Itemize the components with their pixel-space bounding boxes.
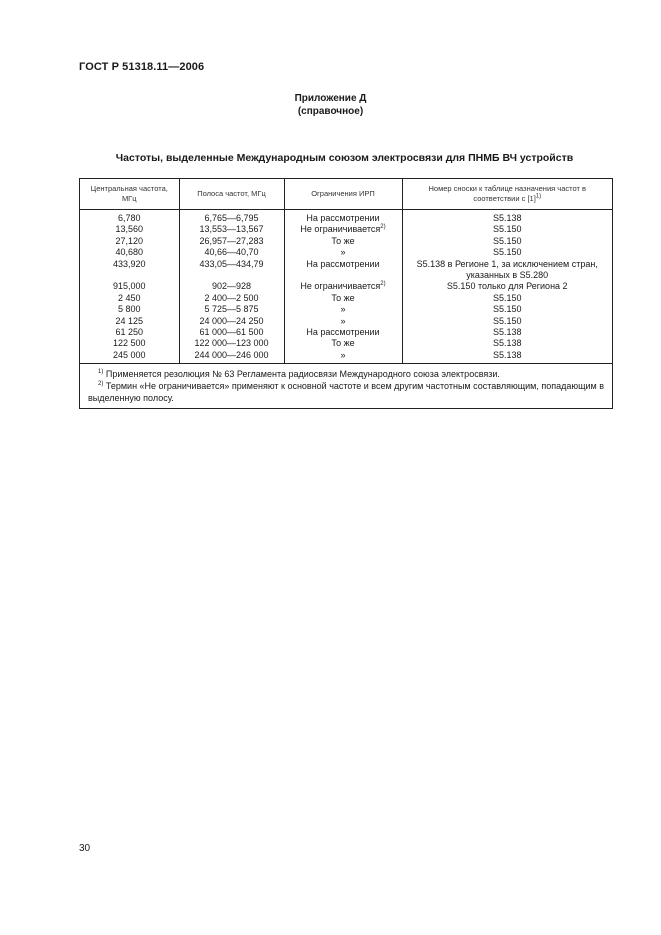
restriction-sup: 2) xyxy=(380,281,386,288)
cell-footnote-number xyxy=(402,316,612,327)
cell-frequency-band xyxy=(179,350,284,363)
table-row xyxy=(80,236,612,247)
cell-footnote-number-text: S5.150 xyxy=(492,247,522,258)
appendix-type: (справочное) xyxy=(297,106,364,117)
cell-footnote-number xyxy=(402,259,612,282)
cell-center-frequency-text: 915,000 xyxy=(112,281,146,292)
cell-restriction xyxy=(284,247,402,258)
cell-restriction-text: » xyxy=(340,315,346,326)
frequency-table xyxy=(79,178,613,409)
table-row xyxy=(80,327,612,338)
table-title: Частоты, выделенные Международным союзом электросвязи для ПНМБ ВЧ устройств xyxy=(115,152,574,164)
cell-frequency-band-text: 2 400—2 500 xyxy=(204,292,259,303)
cell-center-frequency xyxy=(80,350,179,363)
cell-center-frequency xyxy=(80,247,179,258)
col-header-footnote-number xyxy=(402,179,612,210)
cell-footnote-number xyxy=(402,350,612,363)
cell-restriction-text: То же xyxy=(331,235,355,246)
table-row xyxy=(80,316,612,327)
cell-frequency-band-text: 13,553—13,567 xyxy=(199,224,264,235)
cell-center-frequency-text: 13,560 xyxy=(115,224,144,235)
cell-frequency-band xyxy=(179,236,284,247)
cell-frequency-band-text: 61 000—61 500 xyxy=(199,327,264,338)
cell-frequency-band xyxy=(179,304,284,315)
note-text: Применяется резолюция № 63 Регламента радиосвязи Международного союза электросвязи. xyxy=(103,369,500,380)
cell-restriction xyxy=(284,259,402,282)
table-row xyxy=(80,210,612,225)
cell-center-frequency xyxy=(80,327,179,338)
cell-frequency-band xyxy=(179,259,284,282)
col-header-footnote-text: Номер сноски к таблице назначения частот в соответствии с [1] xyxy=(428,184,586,203)
cell-restriction xyxy=(284,293,402,304)
cell-restriction-text: На рассмотрении xyxy=(306,258,380,269)
note-1 xyxy=(88,368,604,380)
cell-footnote-number xyxy=(402,224,612,235)
cell-frequency-band-text: 244 000—246 000 xyxy=(194,349,269,360)
cell-restriction xyxy=(284,281,402,292)
cell-footnote-number-text: S5.138 xyxy=(492,327,522,338)
cell-center-frequency xyxy=(80,304,179,315)
cell-restriction xyxy=(284,236,402,247)
cell-center-frequency-text: 122 500 xyxy=(112,338,146,349)
cell-footnote-number-text: S5.138 xyxy=(492,349,522,360)
cell-frequency-band-text: 6,765—6,795 xyxy=(204,213,259,223)
cell-frequency-band xyxy=(179,224,284,235)
cell-center-frequency-text: 5 800 xyxy=(117,304,141,315)
cell-footnote-number xyxy=(402,281,612,292)
table-row xyxy=(80,259,612,282)
table-notes xyxy=(80,363,612,408)
cell-center-frequency-text: 245 000 xyxy=(112,349,146,360)
cell-restriction xyxy=(284,210,402,225)
cell-center-frequency-text: 24 125 xyxy=(115,315,144,326)
note-2 xyxy=(88,380,604,404)
table-row xyxy=(80,281,612,292)
page-number: 30 xyxy=(79,843,91,854)
col-header-restrictions: Ограничения ИРП xyxy=(284,179,402,210)
table-row xyxy=(80,293,612,304)
cell-restriction xyxy=(284,338,402,349)
cell-frequency-band xyxy=(179,338,284,349)
cell-footnote-number-text: S5.150 xyxy=(492,292,522,303)
cell-restriction-text: » xyxy=(340,304,346,315)
cell-frequency-band xyxy=(179,247,284,258)
cell-frequency-band-text: 40,66—40,70 xyxy=(204,247,259,258)
note-mark: 1) xyxy=(98,369,104,376)
cell-restriction xyxy=(284,327,402,338)
cell-restriction xyxy=(284,316,402,327)
cell-frequency-band-text: 26,957—27,283 xyxy=(199,235,264,246)
cell-footnote-number-text: S5.150 xyxy=(492,315,522,326)
appendix-label: Приложение Д xyxy=(294,93,367,104)
cell-center-frequency-text: 433,920 xyxy=(112,258,146,269)
cell-footnote-number-text: S5.138 в Регионе 1, за исключением стран, указанных в S5.280 xyxy=(416,258,598,281)
appendix-heading xyxy=(0,92,661,118)
cell-restriction xyxy=(284,350,402,363)
cell-footnote-number-text: S5.138 xyxy=(492,338,522,349)
cell-frequency-band-text: 5 725—5 875 xyxy=(204,304,259,315)
col-header-center-frequency: Центральная частота, МГц xyxy=(80,179,179,210)
cell-frequency-band xyxy=(179,327,284,338)
cell-restriction-text: То же xyxy=(331,338,355,349)
note-text: Термин «Не ограничивается» применяют к основной частоте и всем другим частотным составляющим, попадающим в выделенную полосу. xyxy=(88,381,604,404)
cell-frequency-band-text: 433,05—434,79 xyxy=(199,258,264,269)
cell-footnote-number xyxy=(402,327,612,338)
cell-frequency-band-text: 122 000—123 000 xyxy=(194,338,269,349)
cell-center-frequency-text: 2 450 xyxy=(117,292,141,303)
cell-footnote-number xyxy=(402,247,612,258)
cell-footnote-number-text: S5.150 xyxy=(492,304,522,315)
table-header-row xyxy=(80,179,612,210)
table-row xyxy=(80,338,612,349)
note-mark: 2) xyxy=(98,381,104,388)
cell-restriction-text: » xyxy=(340,247,346,258)
restriction-sup: 2) xyxy=(380,224,386,231)
cell-restriction-text: На рассмотрении xyxy=(306,327,380,338)
cell-footnote-number-text: S5.150 только для Региона 2 xyxy=(446,281,568,292)
cell-footnote-number-text: S5.138 xyxy=(492,213,522,223)
table-row xyxy=(80,304,612,315)
table-body xyxy=(80,210,612,364)
cell-frequency-band-text: 902—928 xyxy=(211,281,252,292)
cell-footnote-number xyxy=(402,304,612,315)
cell-center-frequency xyxy=(80,259,179,282)
cell-footnote-number xyxy=(402,338,612,349)
cell-center-frequency-text: 27,120 xyxy=(115,235,144,246)
table-row xyxy=(80,350,612,363)
cell-footnote-number xyxy=(402,236,612,247)
table-row xyxy=(80,247,612,258)
cell-footnote-number-text: S5.150 xyxy=(492,235,522,246)
cell-center-frequency xyxy=(80,236,179,247)
cell-restriction xyxy=(284,304,402,315)
cell-restriction-text: Не ограничивается xyxy=(300,281,381,292)
cell-center-frequency xyxy=(80,224,179,235)
cell-restriction-text: То же xyxy=(331,292,355,303)
cell-center-frequency-text: 40,680 xyxy=(115,247,144,258)
cell-footnote-number xyxy=(402,293,612,304)
document-code: ГОСТ Р 51318.11—2006 xyxy=(79,61,205,73)
col-header-frequency-band: Полоса частот, МГц xyxy=(179,179,284,210)
cell-frequency-band xyxy=(179,293,284,304)
cell-frequency-band xyxy=(179,210,284,225)
col-header-footnote-sup: 1) xyxy=(535,193,542,200)
cell-footnote-number xyxy=(402,210,612,225)
cell-center-frequency-text: 61 250 xyxy=(115,327,144,338)
cell-footnote-number-text: S5.150 xyxy=(492,224,522,235)
cell-restriction-text: На рассмотрении xyxy=(306,213,380,223)
cell-restriction-text: » xyxy=(340,349,346,360)
table-row xyxy=(80,224,612,235)
cell-frequency-band xyxy=(179,281,284,292)
cell-center-frequency xyxy=(80,210,179,225)
cell-center-frequency-text: 6,780 xyxy=(117,213,141,223)
cell-frequency-band-text: 24 000—24 250 xyxy=(199,315,264,326)
cell-restriction-text: Не ограничивается xyxy=(300,224,381,235)
cell-center-frequency xyxy=(80,293,179,304)
cell-restriction xyxy=(284,224,402,235)
cell-frequency-band xyxy=(179,316,284,327)
cell-center-frequency xyxy=(80,281,179,292)
cell-center-frequency xyxy=(80,316,179,327)
cell-center-frequency xyxy=(80,338,179,349)
